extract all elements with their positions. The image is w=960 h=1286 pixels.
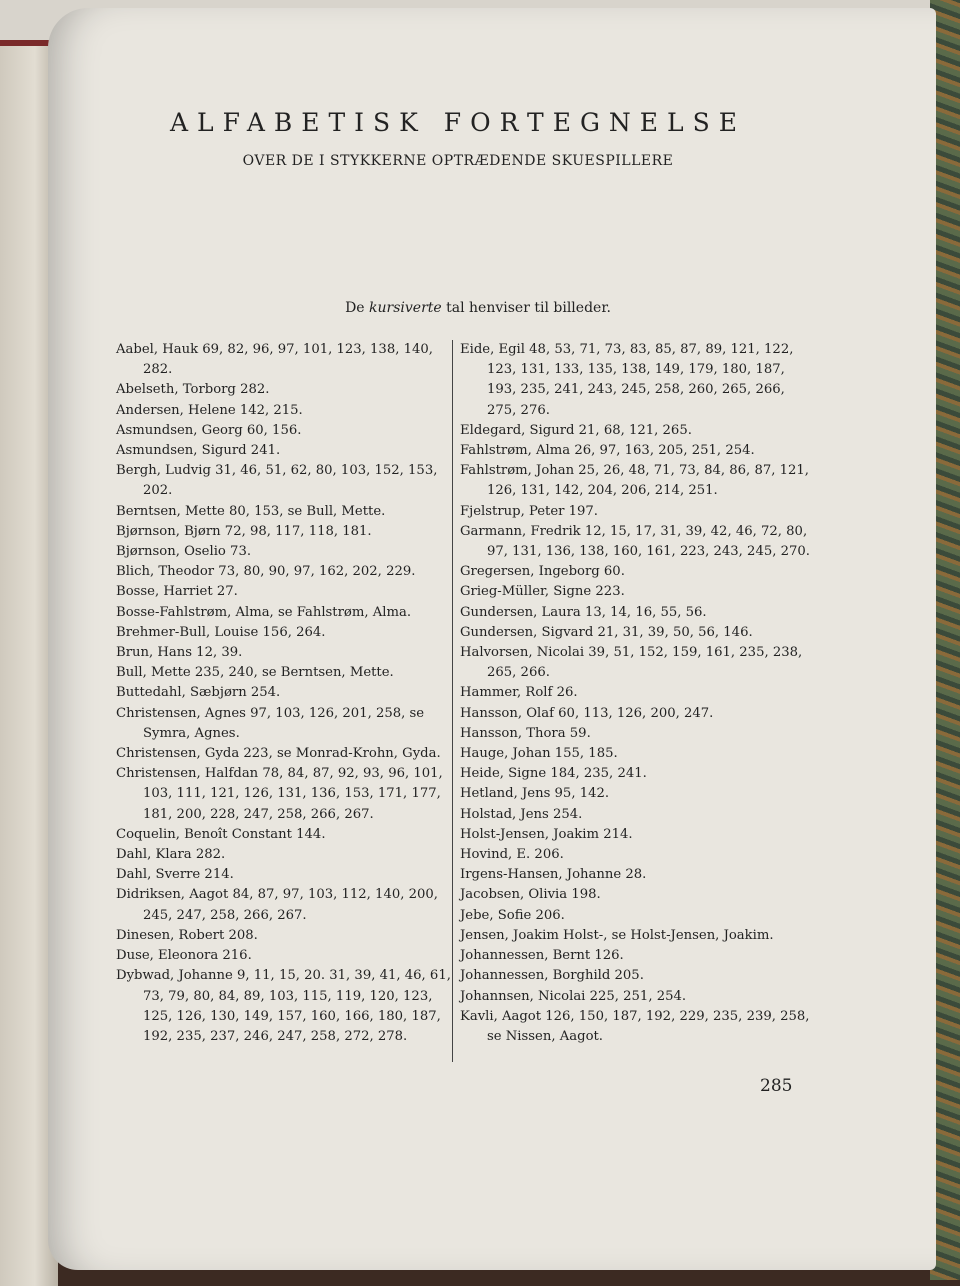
index-entry: Bjørnson, Oselio 73. [116,544,252,560]
index-entry: Hauge, Johan 155, 185. [460,746,618,762]
index-entry: Irgens-Hansen, Johanne 28. [460,867,647,883]
index-entry: Brehmer-Bull, Louise 156, 264. [116,624,326,640]
index-entry: Eldegard, Sigurd 21, 68, 121, 265. [460,422,692,438]
index-entry: Johannessen, Borghild 205. [460,968,644,984]
index-entry: Asmundsen, Sigurd 241. [116,443,281,459]
index-entry: Eide, Egil 48, 53, 71, 73, 83, 85, 87, 89, 121, 122, 123, 131, 133, 135, 138, 149, 179, 180, 187, 193, 235, 241, 243, 245, 258, 260, 265, 266, 275, 276. [460,342,794,418]
index-entry: Johannessen, Bernt 126. [460,948,624,964]
index-entry: Bergh, Ludvig 31, 46, 51, 62, 80, 103, 152, 153, 202. [116,463,438,499]
index-column-right [460,340,816,1047]
page-subtitle: OVER DE I STYKKERNE OPTRÆDENDE SKUESPILLERE [242,153,674,169]
index-entry: Christensen, Halfdan 78, 84, 87, 92, 93, 96, 101, 103, 111, 121, 126, 131, 136, 153, 171, 177, 181, 200, 228, 247, 258, 266, 267. [116,766,443,822]
index-entry: Gregersen, Ingeborg 60. [460,564,625,580]
index-entry: Gundersen, Sigvard 21, 31, 39, 50, 56, 146. [460,624,753,640]
index-entry: Hansson, Thora 59. [460,725,591,741]
index-entry: Buttedahl, Sæbjørn 254. [116,685,281,701]
book-page [48,8,936,1270]
index-entry: Abelseth, Torborg 282. [116,382,270,398]
index-entry: Halvorsen, Nicolai 39, 51, 152, 159, 161, 235, 238, 265, 266. [460,645,803,681]
index-column-left [116,340,456,1047]
index-entry: Andersen, Helene 142, 215. [116,402,303,418]
index-entry: Dahl, Sverre 214. [116,867,234,883]
note-after: tal henviser til billeder. [441,300,611,316]
index-entry: Jensen, Joakim Holst-, se Holst-Jensen, Joakim. [460,927,774,943]
index-entry: Johannsen, Nicolai 225, 251, 254. [460,988,687,1004]
note-before: De [345,300,370,316]
index-entry: Fahlstrøm, Alma 26, 97, 163, 205, 251, 254. [460,443,755,459]
index-entry: Jebe, Sofie 206. [460,907,565,923]
index-entry: Jacobsen, Olivia 198. [460,887,601,903]
index-entry: Garmann, Fredrik 12, 15, 17, 31, 39, 42, 46, 72, 80, 97, 131, 136, 138, 160, 161, 223, 243, 245, 270. [460,523,810,560]
index-entry: Fahlstrøm, Johan 25, 26, 48, 71, 73, 84, 86, 87, 121, 126, 131, 142, 204, 206, 214, 251. [460,463,809,499]
index-entry: Hansson, Olaf 60, 113, 126, 200, 247. [460,705,714,721]
index-entry: Heide, Signe 184, 235, 241. [460,766,647,782]
index-entry: Hetland, Jens 95, 142. [460,786,610,802]
index-entry: Holst-Jensen, Joakim 214. [460,826,633,842]
index-entry: Blich, Theodor 73, 80, 90, 97, 162, 202, 229. [116,564,416,580]
index-entry: Berntsen, Mette 80, 153, se Bull, Mette. [116,503,386,519]
index-entry: Brun, Hans 12, 39. [116,645,243,661]
index-entry: Didriksen, Aagot 84, 87, 97, 103, 112, 140, 200, 245, 247, 258, 266, 267. [116,887,438,923]
page-title: ALFABETISK FORTEGNELSE [169,108,747,137]
index-entry: Holstad, Jens 254. [460,806,583,822]
index-entry: Christensen, Agnes 97, 103, 126, 201, 258, se Symra, Agnes. [116,705,425,741]
index-entry: Gundersen, Laura 13, 14, 16, 55, 56. [460,604,707,620]
index-entry: Duse, Eleonora 216. [116,948,252,964]
index-entry: Coquelin, Benoît Constant 144. [116,826,326,842]
index-entry: Bull, Mette 235, 240, se Berntsen, Mette. [116,665,394,681]
index-entry: Dahl, Klara 282. [116,847,226,863]
index-entry: Aabel, Hauk 69, 82, 96, 97, 101, 123, 138, 140, 282. [116,342,433,378]
index-entry: Hammer, Rolf 26. [460,685,578,701]
index-entry: Bjørnson, Bjørn 72, 98, 117, 118, 181. [116,523,372,539]
note-emphasis: kursiverte [369,300,442,316]
column-divider [452,340,453,1062]
index-entry: Grieg-Müller, Signe 223. [460,584,625,600]
index-entry: Dybwad, Johanne 9, 11, 15, 20. 31, 39, 41, 46, 61, 73, 79, 80, 84, 89, 103, 115, 119, 120, 123, 125, 126, 130, 149, 157, 160, 166, 180, 187, 192, 235, 237, 246, 247, 258, 272, 278. [116,968,451,1044]
index-entry: Bosse, Harriet 27. [116,584,238,600]
index-entry: Asmundsen, Georg 60, 156. [116,422,302,438]
italic-note [198,300,758,316]
page-number: 285 [760,1076,793,1096]
index-entry: Hovind, E. 206. [460,847,564,863]
index-entry: Bosse-Fahlstrøm, Alma, se Fahlstrøm, Alma. [116,604,412,620]
index-entry: Kavli, Aagot 126, 150, 187, 192, 229, 235, 239, 258, se Nissen, Aagot. [460,1008,810,1044]
index-entry: Dinesen, Robert 208. [116,927,258,943]
index-entry: Fjelstrup, Peter 197. [460,503,598,519]
index-entry: Christensen, Gyda 223, se Monrad-Krohn, Gyda. [116,746,441,762]
